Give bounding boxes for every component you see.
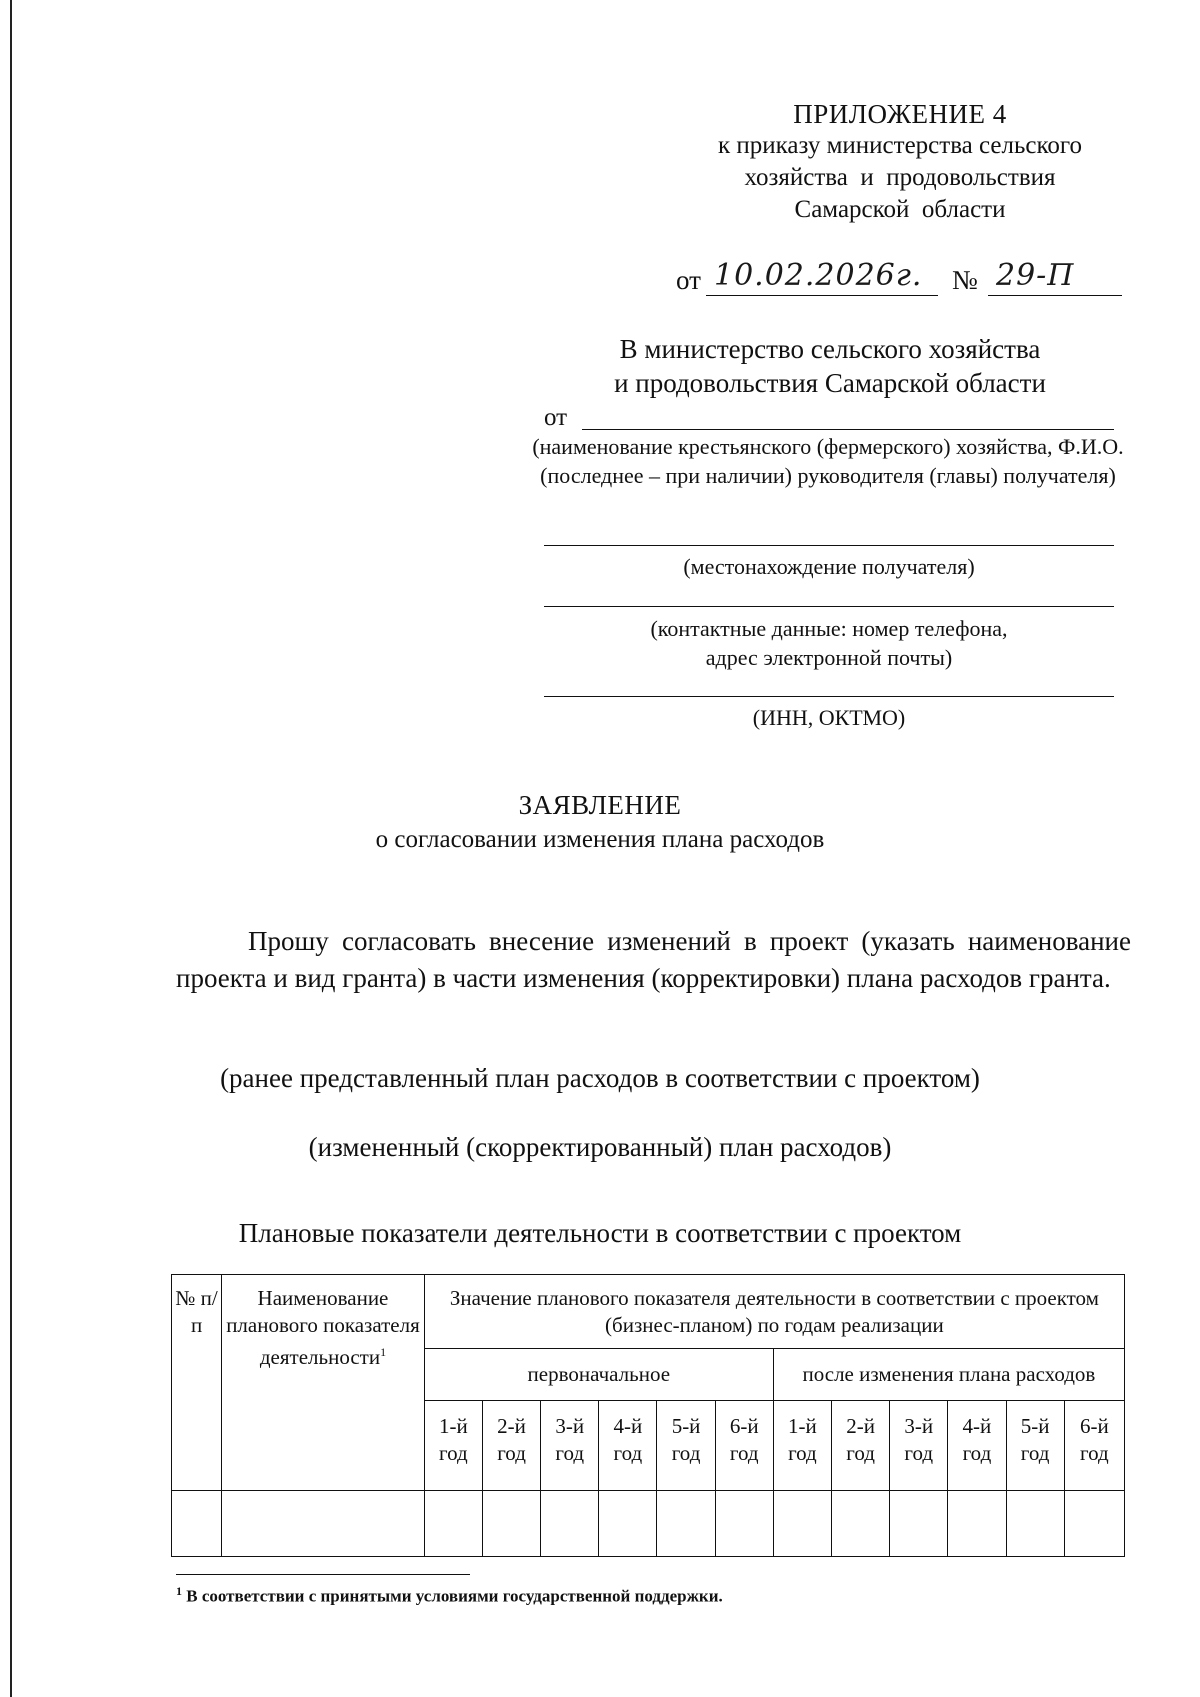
footnote-text: В соответствии с принятыми условиями государственной поддержки. (186, 1586, 723, 1606)
document-subtitle: о согласовании изменения плана расходов (375, 826, 825, 853)
order-date-handwritten: 10.02.2026г. (714, 258, 923, 293)
table-cell (424, 1491, 482, 1557)
group-header-after-change: после изменения плана расходов (773, 1349, 1124, 1401)
col-header-indicator-name (222, 1275, 425, 1491)
table-row (172, 1491, 1125, 1557)
applicant-from-label: от (544, 404, 568, 431)
addressee-line-2: и продовольствия Самарской области (614, 368, 1046, 398)
table-cell (222, 1491, 425, 1557)
year-header-initial-4: 4-й год (599, 1401, 657, 1491)
table-cell (948, 1491, 1006, 1557)
annex-line-3: Самарской области (794, 196, 1006, 223)
footnote-rule (176, 1574, 470, 1575)
table-heading: Плановые показатели деятельности в соответствии с проектом (238, 1218, 962, 1248)
previous-plan-caption: (ранее представленный план расходов в соответствии с проектом) (220, 1063, 980, 1093)
year-header-changed-4: 4-й год (948, 1401, 1006, 1491)
plan-indicators-table (171, 1274, 1125, 1557)
year-header-changed-2: 2-й год (831, 1401, 889, 1491)
annex-line-2: хозяйства и продовольствия (744, 164, 1056, 191)
addressee-line-1: В министерство сельского хозяйства (619, 334, 1041, 364)
footnote-mark: 1 (176, 1584, 182, 1598)
location-caption: (местонахождение получателя) (683, 554, 975, 579)
table-cell (1006, 1491, 1064, 1557)
applicant-row (544, 404, 1114, 434)
order-date-number (676, 258, 1126, 302)
year-header-changed-5: 5-й год (1006, 1401, 1064, 1491)
table-cell (172, 1491, 222, 1557)
request-paragraph (176, 923, 1131, 997)
order-date-prefix: от (676, 265, 701, 295)
table-cell (715, 1491, 773, 1557)
table-cell (831, 1491, 889, 1557)
table-cell (890, 1491, 948, 1557)
table-cell (657, 1491, 715, 1557)
changed-plan-caption: (измененный (скорректированный) план расходов) (308, 1132, 892, 1162)
document-title: ЗАЯВЛЕНИЕ (518, 790, 682, 820)
applicant-caption: (наименование крестьянского (фермерского) хозяйства, Ф.И.О. (последнее – при наличии) руководителя (главы) получателя) (532, 434, 1124, 488)
annex-header (660, 98, 1140, 226)
year-header-initial-6: 6-й год (715, 1401, 773, 1491)
col-header-indicator-value: Значение планового показателя деятельности в соответствии с проектом (бизнес-планом) по годам реализации (424, 1275, 1124, 1349)
inn-caption: (ИНН, ОКТМО) (752, 705, 906, 730)
table-cell (482, 1491, 540, 1557)
annex-title: ПРИЛОЖЕНИЕ 4 (793, 99, 1007, 129)
order-number-field (988, 259, 1122, 296)
order-number-handwritten: 29-П (996, 258, 1075, 293)
contacts-caption-line-2: адрес электронной почты) (705, 645, 953, 670)
contacts-caption (544, 614, 1114, 672)
col-header-number: № п/п (172, 1275, 222, 1491)
request-paragraph-text: Прошу согласовать внесение изменений в проект (указать наименование проекта и вид гранта) в части изменения (корректировки) плана расходов гранта. (176, 926, 1131, 993)
col-header-footnote-mark: 1 (380, 1345, 387, 1359)
group-header-initial: первоначальное (424, 1349, 773, 1401)
table-cell (773, 1491, 831, 1557)
order-date-field (706, 259, 938, 296)
year-header-changed-3: 3-й год (890, 1401, 948, 1491)
contacts-caption-line-1: (контактные данные: номер телефона, (650, 616, 1008, 641)
year-header-changed-1: 1-й год (773, 1401, 831, 1491)
table-cell (541, 1491, 599, 1557)
order-number-prefix: № (952, 265, 978, 295)
applicant-blank-line (582, 429, 1114, 430)
footnote (176, 1584, 723, 1607)
addressee (540, 332, 1120, 400)
col-header-indicator-name-text: Наименование планового показателя деятельности (226, 1286, 420, 1369)
year-header-changed-6: 6-й год (1064, 1401, 1124, 1491)
table-cell (599, 1491, 657, 1557)
inn-blank-line (544, 696, 1114, 697)
year-header-initial-2: 2-й год (482, 1401, 540, 1491)
annex-line-1: к приказу министерства сельского (717, 132, 1082, 159)
year-header-initial-3: 3-й год (541, 1401, 599, 1491)
year-header-initial-1: 1-й год (424, 1401, 482, 1491)
contacts-blank-line (544, 606, 1114, 607)
table-cell (1064, 1491, 1124, 1557)
year-header-initial-5: 5-й год (657, 1401, 715, 1491)
location-blank-line (544, 545, 1114, 546)
